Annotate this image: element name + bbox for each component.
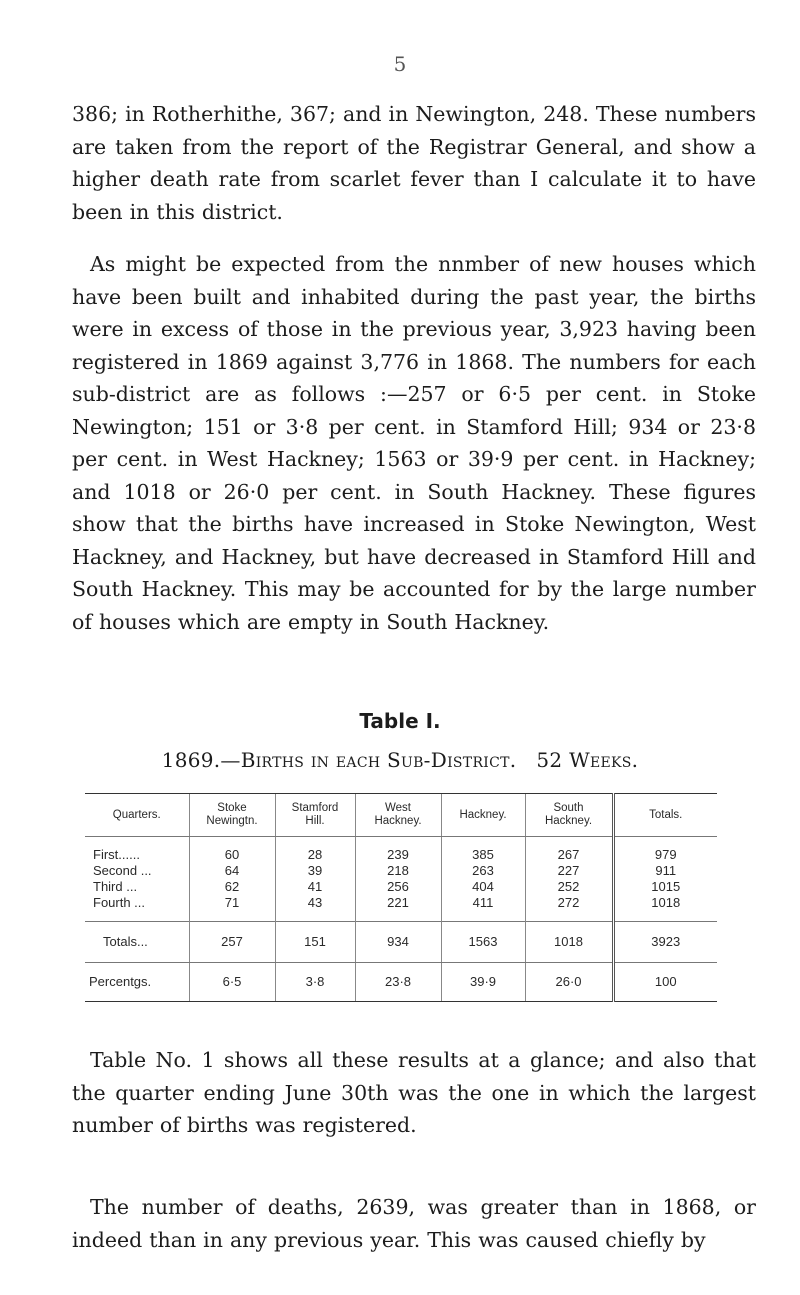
row-label: Third ... xyxy=(93,879,138,894)
row-label: Percentgs. xyxy=(85,963,189,1002)
row-label: Fourth ... xyxy=(93,895,146,910)
cell: 3·8 xyxy=(275,963,355,1002)
cell: 411 xyxy=(441,895,525,922)
cell: 23·8 xyxy=(355,963,441,1002)
table-caption-year: 1869.— xyxy=(161,748,241,772)
header-south-hackney: South Hackney. xyxy=(525,794,613,837)
header-stamford-hill: Stamford Hill. xyxy=(275,794,355,837)
cell: 257 xyxy=(189,922,275,963)
header-hackney: Hackney. xyxy=(441,794,525,837)
table-row-fourth xyxy=(85,895,717,922)
cell: 239 xyxy=(355,837,441,864)
cell: 256 xyxy=(355,879,441,895)
row-label: Totals... xyxy=(85,922,189,963)
cell: 39·9 xyxy=(441,963,525,1002)
cell: 227 xyxy=(525,863,613,879)
table-row-third xyxy=(85,879,717,895)
table-row-totals xyxy=(85,922,717,963)
cell: 6·5 xyxy=(189,963,275,1002)
cell: 1563 xyxy=(441,922,525,963)
page-number: 5 xyxy=(393,52,407,76)
cell: 1018 xyxy=(613,895,717,922)
cell: 979 xyxy=(613,837,717,864)
cell: 43 xyxy=(275,895,355,922)
cell: 221 xyxy=(355,895,441,922)
table-heading: Table I. xyxy=(359,709,441,733)
table-row-percentages xyxy=(85,963,717,1002)
paragraph-scarlet-fever: 386; in Rotherhithe, 367; and in Newington, 248. These numbers are taken from the report of the Registrar General, and show a higher death rate from scarlet fever than I calculate it to have been in this district. xyxy=(72,102,756,224)
paragraph-table-summary: Table No. 1 shows all these results at a glance; and also that the quarter ending June 30th was the one in which the largest number of births was registered. xyxy=(72,1048,756,1137)
cell: 272 xyxy=(525,895,613,922)
cell: 39 xyxy=(275,863,355,879)
cell: 71 xyxy=(189,895,275,922)
row-label: Second ... xyxy=(93,863,152,878)
header-west-hackney: West Hackney. xyxy=(355,794,441,837)
paragraph-deaths: The number of deaths, 2639, was greater than in 1868, or indeed than in any previous year. This was caused chiefly by xyxy=(72,1195,756,1252)
cell: 41 xyxy=(275,879,355,895)
table-caption-weeks: 52 Weeks. xyxy=(536,748,639,772)
cell: 26·0 xyxy=(525,963,613,1002)
header-totals: Totals. xyxy=(613,794,717,837)
table-caption-title: Births in each Sub-District. xyxy=(240,748,517,772)
table-caption xyxy=(0,748,800,772)
table-header-row xyxy=(85,794,717,837)
cell: 100 xyxy=(613,963,717,1002)
cell: 404 xyxy=(441,879,525,895)
cell: 64 xyxy=(189,863,275,879)
paragraph-births: As might be expected from the nnmber of new houses which have been built and inhabited during the past year, the births were in excess of those in the previous year, 3,923 having been registered in 1869 against 3,776 in 1868. The numbers for each sub-district are as follows :—257 or 6·5 per cent. in Stoke Newington; 151 or 3·8 per cent. in Stamford Hill; 934 or 23·8 per cent. in West Hackney; 1563 or 39·9 per cent. in Hackney; and 1018 or 26·0 per cent. in South Hackney. These figures show that the births have increased in Stoke Newington, West Hackney, and Hackney, but have decreased in Stamford Hill and South Hackney. This may be accounted for by the large number of houses which are empty in South Hackney. xyxy=(72,252,756,634)
cell: 1018 xyxy=(525,922,613,963)
cell: 1015 xyxy=(613,879,717,895)
cell: 60 xyxy=(189,837,275,864)
header-stoke-newington: Stoke Newingtn. xyxy=(189,794,275,837)
cell: 911 xyxy=(613,863,717,879)
cell: 62 xyxy=(189,879,275,895)
cell: 267 xyxy=(525,837,613,864)
cell: 218 xyxy=(355,863,441,879)
table-row-first xyxy=(85,837,717,864)
cell: 263 xyxy=(441,863,525,879)
row-label: First...... xyxy=(93,847,140,862)
births-table xyxy=(85,793,717,1002)
header-quarters: Quarters. xyxy=(85,794,189,837)
cell: 28 xyxy=(275,837,355,864)
cell: 385 xyxy=(441,837,525,864)
cell: 3923 xyxy=(613,922,717,963)
table-row-second xyxy=(85,863,717,879)
cell: 934 xyxy=(355,922,441,963)
cell: 252 xyxy=(525,879,613,895)
cell: 151 xyxy=(275,922,355,963)
